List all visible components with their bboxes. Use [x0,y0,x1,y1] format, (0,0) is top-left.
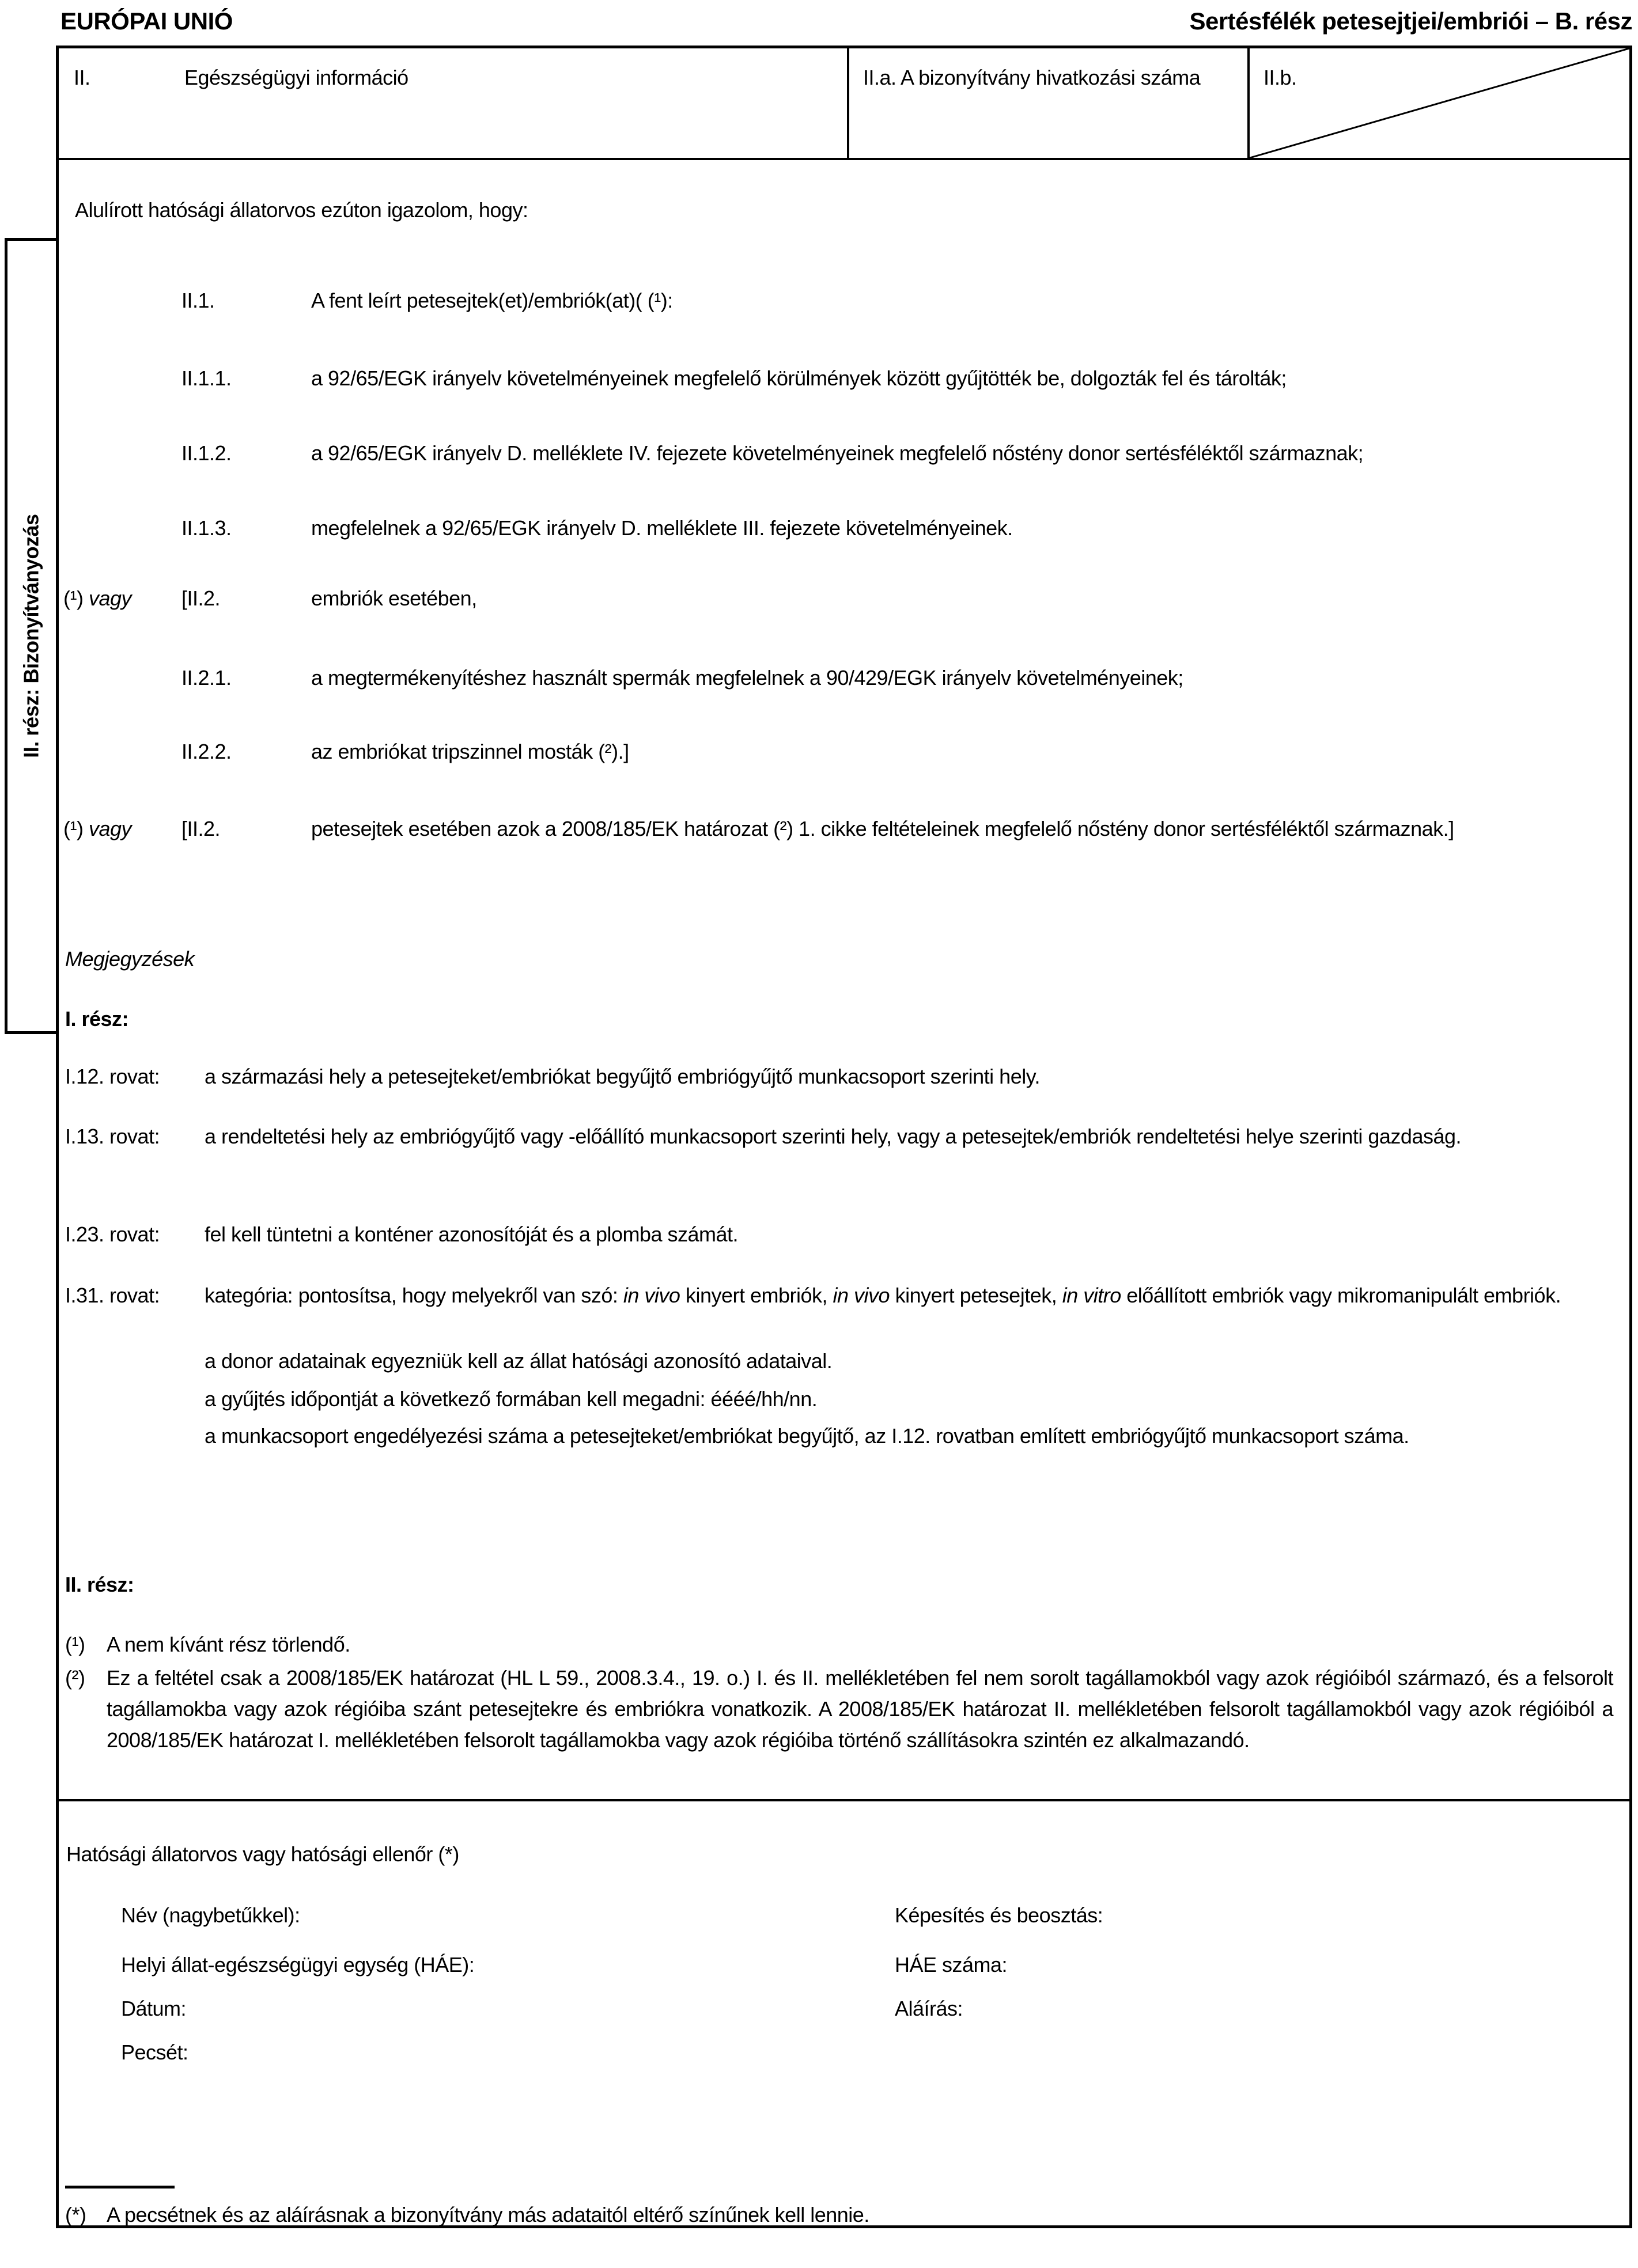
stamp-label: Pecsét: [121,2040,188,2064]
footnote-marker: (²) [65,1666,85,1690]
item-text: a 92/65/EGK irányelv követelményeinek megfelelő körülmények között gyűjtötték be, dolgozták fel és tárolták; [311,366,1287,390]
item-number: II.1.3. [181,516,232,540]
or-word: vagy [88,817,132,840]
part1-heading: I. rész: [65,1007,129,1031]
sidebar-box [5,238,59,1034]
attestation-intro: Alulírott hatósági állatorvos ezúton igazolom, hogy: [75,198,528,222]
item-number: II.2.1. [181,666,232,690]
lau-number-label: HÁE száma: [895,1953,1008,1977]
note-text: a munkacsoport engedélyezési száma a petesejteket/embriókat begyűjtő, az I.12. rovatban említett embriógyűjtő munkacsoport száma. [205,1424,1409,1448]
note-label: I.13. rovat: [65,1124,160,1148]
certificate-reference-label: II.a. A bizonyítvány hivatkozási száma [863,66,1201,89]
note-text-italic: in vivo [833,1283,890,1307]
footnote-marker: (¹) [65,1633,85,1656]
item-text: embriók esetében, [311,586,477,610]
attestation-item [0,513,1638,544]
item-number: II.1.1. [181,366,232,390]
note-text: a származási hely a petesejteket/embriókat begyűjtő embriógyűjtő munkacsoport szerinti hely. [205,1065,1041,1088]
section-divider-line [59,1799,1629,1801]
item-number: [II.2. [181,817,221,840]
footnote-marker: (*) [65,2203,86,2227]
item-text: a megtermékenyítéshez használt spermák megfelelnek a 90/429/EGK irányelv követelményeinek; [311,666,1183,690]
item-number: [II.2. [181,586,221,610]
attestation-item [0,583,1638,614]
footnote-text: A pecsétnek és az aláírásnak a bizonyítvány más adataitól eltérő színűnek kell lennie. [107,2203,869,2227]
note-text-segment: kategória: pontosítsa, hogy melyekről van szó: [205,1283,623,1307]
note-text: a gyűjtés időpontját a következő formában kell megadni: éééé/hh/nn. [205,1387,818,1411]
note-row-i31-team [0,1421,1638,1452]
footnote-text: A nem kívánt rész törlendő. [107,1633,350,1656]
note-row-i13 [0,1121,1638,1152]
lau-label: Helyi állat-egészségügyi egység (HÁE): [121,1953,475,1977]
footnote-marker: (¹) [63,817,84,840]
or-label [63,813,131,845]
note-row-i31-date [0,1384,1638,1415]
local-reference-cell [1247,48,1629,158]
or-word: vagy [88,586,132,610]
item-text: a 92/65/EGK irányelv D. melléklete IV. fejezete követelményeinek megfelelő nőstény donor sertésféléktől származnak; [311,441,1364,465]
item-text: megfelelnek a 92/65/EGK irányelv D. melléklete III. fejezete követelményeinek. [311,516,1013,540]
certificate-reference-cell [847,48,1247,158]
name-label: Név (nagybetűkkel): [121,1903,300,1927]
strikethrough-diagonal [1250,48,1629,158]
local-reference-label: II.b. [1264,66,1297,89]
item-number: II.2.2. [181,740,232,763]
note-text: a donor adatainak egyezniük kell az állat hatósági azonosító adataival. [205,1349,833,1373]
note-row-i31-donor [0,1346,1638,1377]
note-text-italic: in vivo [623,1283,680,1307]
note-text [205,1280,1613,1311]
eu-title: EURÓPAI UNIÓ [60,7,233,35]
qualification-label: Képesítés és beosztás: [895,1903,1103,1927]
note-row-i23 [0,1219,1638,1250]
notes-heading: Megjegyzések [65,947,195,971]
attestation-item [0,736,1638,767]
attestation-item [0,363,1638,394]
note-text-segment: kinyert embriók, [680,1283,833,1307]
note-row-i12 [0,1061,1638,1092]
signature-label: Aláírás: [895,1997,963,2020]
certificate-header-row [56,46,1632,160]
footnote-marker: (¹) [63,586,84,610]
footnote-1 [0,1629,1638,1660]
attestation-item [0,285,1638,316]
item-number: II.1. [181,289,215,312]
item-text: petesejtek esetében azok a 2008/185/EK határozat (²) 1. cikke feltételeinek megfelelő nőstény donor sertésféléktől származnak.] [311,817,1454,840]
section-number: II. [74,66,90,89]
note-text-segment: előállított embriók vagy mikromanipulált embriók. [1121,1283,1561,1307]
note-row-i31 [0,1280,1638,1311]
health-information-cell [59,48,847,158]
attestation-item [0,662,1638,694]
footnote-text: Ez a feltétel csak a 2008/185/EK határozat (HL L 59., 2008.3.4., 19. o.) I. és II. mellékletében fel nem sorolt tagállamokból vagy azok régióiból származó, és a felsorolt tagállamokba vagy azok régióiba szánt petesejtekre és embriókra vonatkozik. A 2008/185/EK határozat II. mellékletében felsorolt tagállamokból vagy azok régióiból a 2008/185/EK határozat I. mellékletében felsorolt tagállamokba vagy azok régióiba történő szállításokra szintén ez alkalmazandó. [107,1666,1613,1752]
part2-heading: II. rész: [65,1573,134,1596]
note-text: a rendeltetési hely az embriógyűjtő vagy -előállító munkacsoport szerinti hely, vagy a petesejtek/embriók rendeltetési helye szerinti gazdaság. [205,1124,1462,1148]
sidebar-label: II. rész: Bizonyítványozás [20,514,44,758]
note-text-segment: kinyert petesejtek, [890,1283,1062,1307]
note-label: I.31. rovat: [65,1283,160,1307]
note-label: I.12. rovat: [65,1065,160,1088]
note-label: I.23. rovat: [65,1222,160,1246]
or-label [63,583,131,614]
date-label: Dátum: [121,1997,187,2020]
note-text: fel kell tüntetni a konténer azonosítóját és a plomba számát. [205,1222,739,1246]
item-number: II.1.2. [181,441,232,465]
item-text: A fent leírt petesejtek(et)/embriók(at)( (¹): [311,289,673,312]
note-text-italic: in vitro [1062,1283,1121,1307]
item-text: az embriókat tripszinnel mosták (²).] [311,740,629,763]
officer-title: Hatósági állatorvos vagy hatósági ellenőr (*) [66,1842,459,1866]
footnote-2 [0,1663,1638,1756]
footnote-separator [65,2186,175,2189]
section-title: Egészségügyi információ [184,66,408,89]
star-footnote [0,2199,1638,2231]
attestation-item [0,813,1638,845]
part-b-title: Sertésfélék petesejtjei/embriói – B. rész [1189,7,1632,35]
attestation-item [0,438,1638,469]
